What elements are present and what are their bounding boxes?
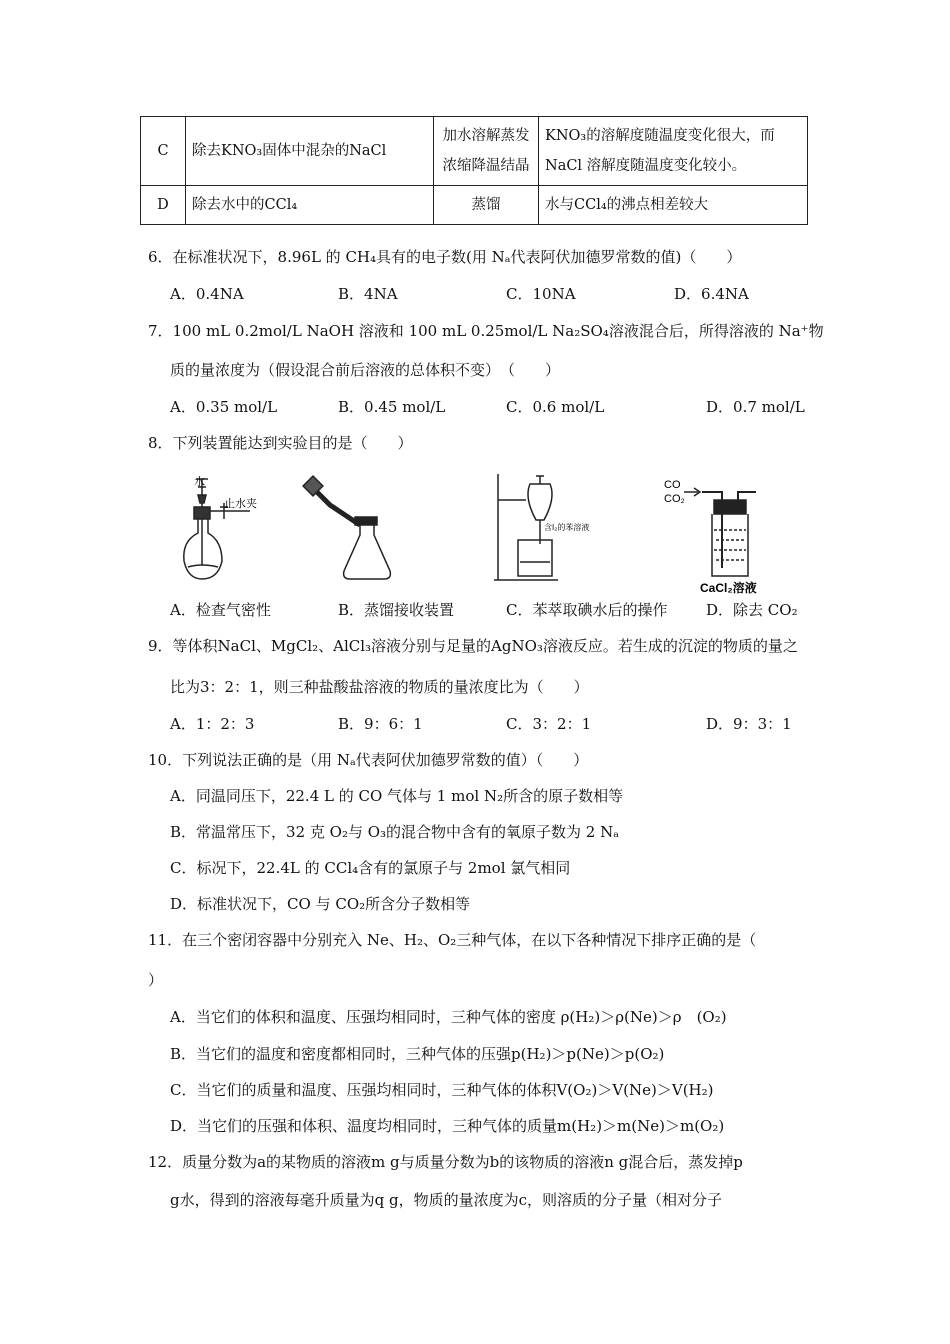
q6-option-b: B．4NA — [338, 285, 398, 303]
q7-option-c: C．0.6 mol/L — [506, 398, 605, 416]
figure-b-distillation-receiver — [300, 475, 400, 585]
q7-stem-2: 质的量浓度为（假设混合前后溶液的总体积不变） （ ） — [170, 361, 561, 379]
row-reason: 水与CCl₄的沸点相差较大 — [539, 186, 808, 225]
row-label: C — [141, 117, 186, 186]
benzene-solution-label: 含I₂的苯溶液 — [544, 523, 590, 532]
q9-option-a: A．1：2：3 — [170, 715, 255, 733]
q11-option-b: B．当它们的温度和密度都相同时，三种气体的压强p(H₂)＞p(Ne)＞p(O₂) — [170, 1045, 665, 1063]
q6-stem: 6．在标准状况下，8.96L 的 CH₄具有的电子数(用 Nₐ代表阿伏加德罗常数的值)（ ） — [148, 248, 742, 266]
q11-option-d: D．当它们的压强和体积、温度均相同时，三种气体的质量m(H₂)＞m(Ne)＞m(O₂) — [170, 1117, 725, 1135]
co-label: CO — [664, 479, 681, 491]
q8-options — [170, 600, 798, 620]
q9-options — [170, 714, 792, 734]
q12-stem-1: 12．质量分数为a的某物质的溶液m g与质量分数为b的该物质的溶液n g混合后，蒸发掉p — [148, 1153, 743, 1171]
row-purpose: 除去水中的CCl₄ — [186, 186, 434, 225]
q11-stem-1: 11．在三个密闭容器中分别充入 Ne、H₂、O₂三种气体，在以下各种情况下排序正确的是（ — [148, 931, 757, 949]
q11-option-c: C．当它们的质量和温度、压强均相同时，三种气体的体积V(O₂)＞V(Ne)＞V(H₂) — [170, 1081, 714, 1099]
row-purpose: 除去KNO₃固体中混杂的NaCl — [186, 117, 434, 186]
q10-option-c: C．标况下，22.4L 的 CCl₄含有的氯原子与 2mol 氯气相同 — [170, 859, 571, 877]
q9-option-b: B．9：6：1 — [338, 715, 423, 733]
q8-option-d: D．除去 CO₂ — [706, 601, 798, 619]
q6-options — [170, 284, 749, 304]
figure-a-airtightness — [180, 475, 300, 585]
row-method: 蒸馏 — [434, 186, 539, 225]
q7-stem-1: 7．100 mL 0.2mol/L NaOH 溶液和 100 mL 0.25mol/L Na₂SO₄溶液混合后，所得溶液的 Na⁺物 — [148, 322, 824, 340]
q7-option-b: B．0.45 mol/L — [338, 398, 446, 416]
cacl2-label: CaCl₂溶液 — [700, 581, 757, 595]
q12-stem-2: g水，得到的溶液每毫升质量为q g，物质的量浓度为c，则溶质的分子量（相对分子 — [170, 1191, 722, 1209]
q10-option-b: B．常温常压下，32 克 O₂与 O₃的混合物中含有的氧原子数为 2 Nₐ — [170, 823, 620, 841]
table-row — [141, 117, 808, 186]
clamp-label: 止水夹 — [224, 498, 257, 510]
figure-d-gas-washing-bottle — [660, 468, 800, 595]
q7-option-a: A．0.35 mol/L — [170, 398, 278, 416]
q9-option-d: D．9：3：1 — [706, 715, 792, 733]
q7-options — [170, 397, 805, 417]
q8-option-a: A．检查气密性 — [170, 601, 271, 619]
q6-option-a: A．0.4NA — [170, 285, 244, 303]
q11-option-a: A．当它们的体积和温度、压强均相同时，三种气体的密度 ρ(H₂)＞ρ(Ne)＞ρ (O₂) — [170, 1008, 727, 1026]
q10-stem: 10．下列说法正确的是（用 Nₐ代表阿伏加德罗常数的值）（ ） — [148, 751, 589, 769]
row-method: 加水溶解蒸发 浓缩降温结晶 — [434, 117, 539, 186]
table-row — [141, 186, 808, 225]
figure-c-separating-funnel — [488, 470, 608, 585]
water-label: 水 — [194, 476, 205, 488]
q6-option-c: C．10NA — [506, 285, 576, 303]
q7-option-d: D．0.7 mol/L — [706, 398, 805, 416]
q9-stem-2: 比为3：2：1，则三种盐酸盐溶液的物质的量浓度比为（ ） — [170, 678, 589, 696]
q10-option-d: D．标准状况下，CO 与 CO₂所含分子数相等 — [170, 895, 471, 913]
q10-option-a: A．同温同压下，22.4 L 的 CO 气体与 1 mol N₂所含的原子数相等 — [170, 787, 624, 805]
q6-option-d: D．6.4NA — [674, 285, 749, 303]
q9-option-c: C．3：2：1 — [506, 715, 592, 733]
experiment-table — [140, 116, 808, 225]
q8-option-c: C．苯萃取碘水后的操作 — [506, 601, 668, 619]
row-label: D — [141, 186, 186, 225]
q9-stem-1: 9．等体积NaCl、MgCl₂、AlCl₃溶液分别与足量的AgNO₃溶液反应。若生成的沉淀的物质的量之 — [148, 637, 798, 655]
q8-stem: 8．下列装置能达到实验目的是（ ） — [148, 434, 413, 452]
q8-option-b: B．蒸馏接收装置 — [338, 601, 455, 619]
co2-label: CO₂ — [664, 493, 685, 505]
row-reason: KNO₃的溶解度随温度变化很大，而 NaCl 溶解度随温度变化较小。 — [539, 117, 808, 186]
q11-stem-2: ） — [148, 971, 164, 989]
